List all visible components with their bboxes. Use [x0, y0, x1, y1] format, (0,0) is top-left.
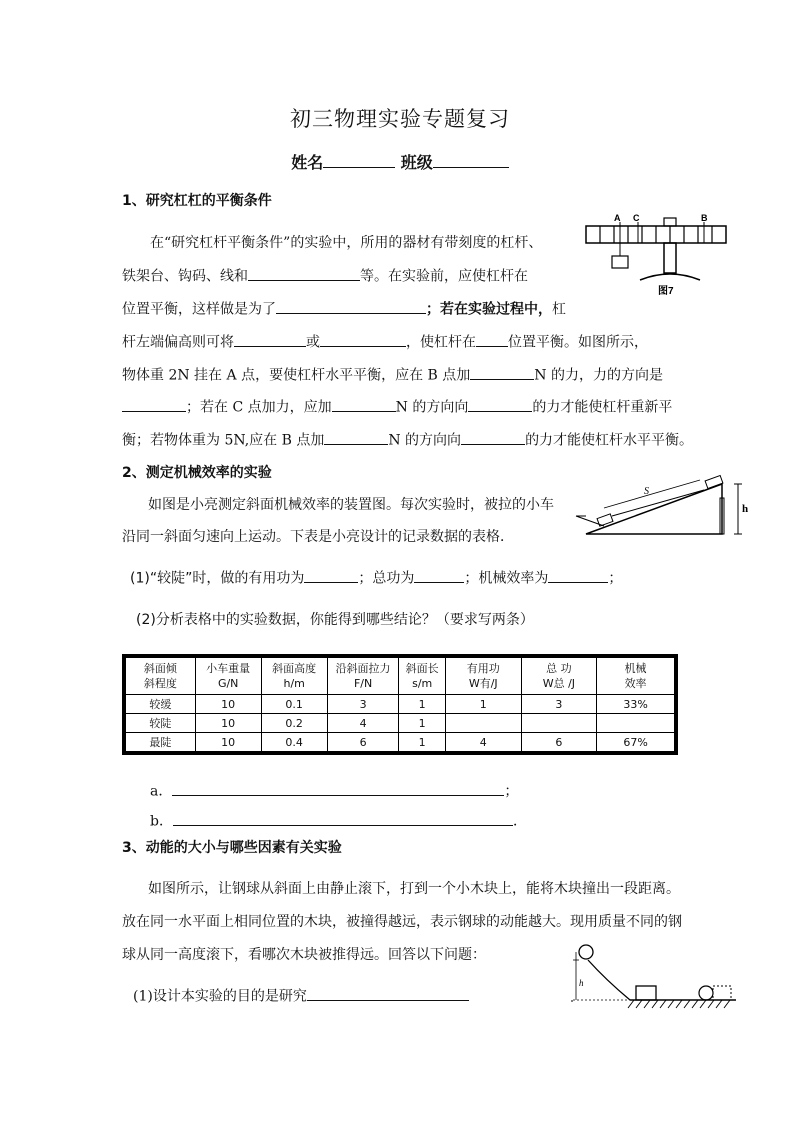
- s1-blank-adjust2[interactable]: [320, 331, 406, 347]
- s1-blank-adjust1[interactable]: [234, 331, 306, 347]
- ramp-label-h: h: [579, 978, 584, 988]
- lever-label-a: A: [614, 213, 621, 223]
- lever-caption: 图7: [658, 286, 674, 296]
- s1-line2: 铁架台、钩码、线和 等。在实验前，应使杠杆在: [122, 265, 528, 286]
- section2-heading: 2、测定机械效率的实验: [122, 465, 272, 481]
- incline-label-h: h: [742, 503, 749, 515]
- s1-line6: ；若在 C 点加力，应加 N 的方向向 的力才能使杠杆重新平: [122, 396, 672, 417]
- s1-blank-direction-c[interactable]: [468, 396, 532, 412]
- s2-question1: (1)“较陡”时，做的有用功为 ；总功为 ；机械效率为 ；: [130, 567, 622, 588]
- section1-heading: 1、研究杠杠的平衡条件: [122, 193, 272, 209]
- table-header-row: 斜面倾 斜程度 小车重量 G/N 斜面高度 h/m 沿斜面拉力 F/N 斜面长 s/m 有用功 W有/J 总 功 W总 /J 机械 效率: [126, 658, 675, 695]
- s2-question2: (2)分析表格中的实验数据，你能得到哪些结论？（要求写两条）: [136, 612, 534, 628]
- s3-line2: 放在同一水平面上相同位置的木块，被撞得越远，表示钢球的动能越大。现用质量不同的钢: [122, 914, 682, 930]
- s2-line1: 如图是小亮测定斜面机械效率的装置图。每次实验时，被拉的小车: [148, 497, 554, 513]
- class-blank[interactable]: [433, 150, 509, 168]
- s2-blank-useful-work[interactable]: [304, 567, 358, 583]
- table-row: 最陡 10 0.4 6 1 4 6 67%: [126, 733, 675, 752]
- s2-answer-b: b． ．: [150, 810, 527, 831]
- s1-blank-purpose[interactable]: [276, 298, 426, 314]
- lever-label-b: B: [701, 213, 708, 223]
- page-title: 初三物理实验专题复习: [290, 107, 510, 131]
- incline-label-s: S: [644, 486, 649, 497]
- ball-ramp-figure: [568, 940, 740, 1014]
- s2-blank-conclusion-b[interactable]: [173, 810, 513, 826]
- s2-answer-a: a． ；: [150, 780, 518, 801]
- s1-blank-direction[interactable]: [122, 396, 186, 412]
- name-class-line: [0, 150, 800, 173]
- section3-heading: 3、动能的大小与哪些因素有关实验: [122, 840, 342, 856]
- s1-blank-force-c[interactable]: [332, 396, 396, 412]
- efficiency-table-frame: [122, 654, 678, 755]
- name-blank[interactable]: [323, 150, 395, 168]
- s3-line3: 球从同一高度滚下，看哪次木块被推得远。回答以下问题：: [122, 947, 486, 963]
- table-row: 较缓 10 0.1 3 1 1 3 33%: [126, 695, 675, 714]
- lever-figure: [584, 210, 730, 296]
- class-label: 班级: [400, 153, 433, 172]
- s1-line7: 衡；若物体重为 5N,应在 B 点加 N 的方向向 的力才能使杠杆水平平衡。: [122, 429, 693, 450]
- s3-blank-purpose[interactable]: [307, 985, 469, 1001]
- s1-blank-direction-5n[interactable]: [461, 429, 525, 445]
- name-label: 姓名: [291, 153, 324, 172]
- s1-line5: 物体重 2N 挂在 A 点，要使杠杆水平平衡，应在 B 点加 N 的力，力的方向是: [122, 364, 663, 385]
- s1-line4: 杆左端偏高则可将 或 ，使杠杆在 位置平衡。如图所示，: [122, 331, 648, 352]
- efficiency-table: [125, 657, 675, 752]
- lever-label-c: C: [633, 213, 640, 223]
- s1-blank-force-b[interactable]: [470, 364, 534, 380]
- s1-blank-force-5n[interactable]: [324, 429, 388, 445]
- s1-blank-equipment[interactable]: [248, 265, 360, 281]
- incline-figure: [574, 472, 754, 544]
- s2-line2: 沿同一斜面匀速向上运动。下表是小亮设计的记录数据的表格．: [122, 529, 514, 545]
- table-row: 较陡 10 0.2 4 1: [126, 714, 675, 733]
- s2-blank-conclusion-a[interactable]: [172, 780, 504, 796]
- s2-blank-efficiency[interactable]: [548, 567, 608, 583]
- s1-line1: 在“研究杠杆平衡条件”的实验中，所用的器材有带刻度的杠杆、: [150, 235, 543, 251]
- s3-question1: (1)设计本实验的目的是研究: [133, 985, 469, 1006]
- s1-line3: 位置平衡，这样做是为了 ；若在实验过程中，杠: [122, 298, 566, 319]
- s2-blank-total-work[interactable]: [414, 567, 464, 583]
- s3-line1: 如图所示，让钢球从斜面上由静止滚下，打到一个小木块上，能将木块撞出一段距离。: [148, 881, 680, 897]
- s1-blank-position[interactable]: [476, 331, 508, 347]
